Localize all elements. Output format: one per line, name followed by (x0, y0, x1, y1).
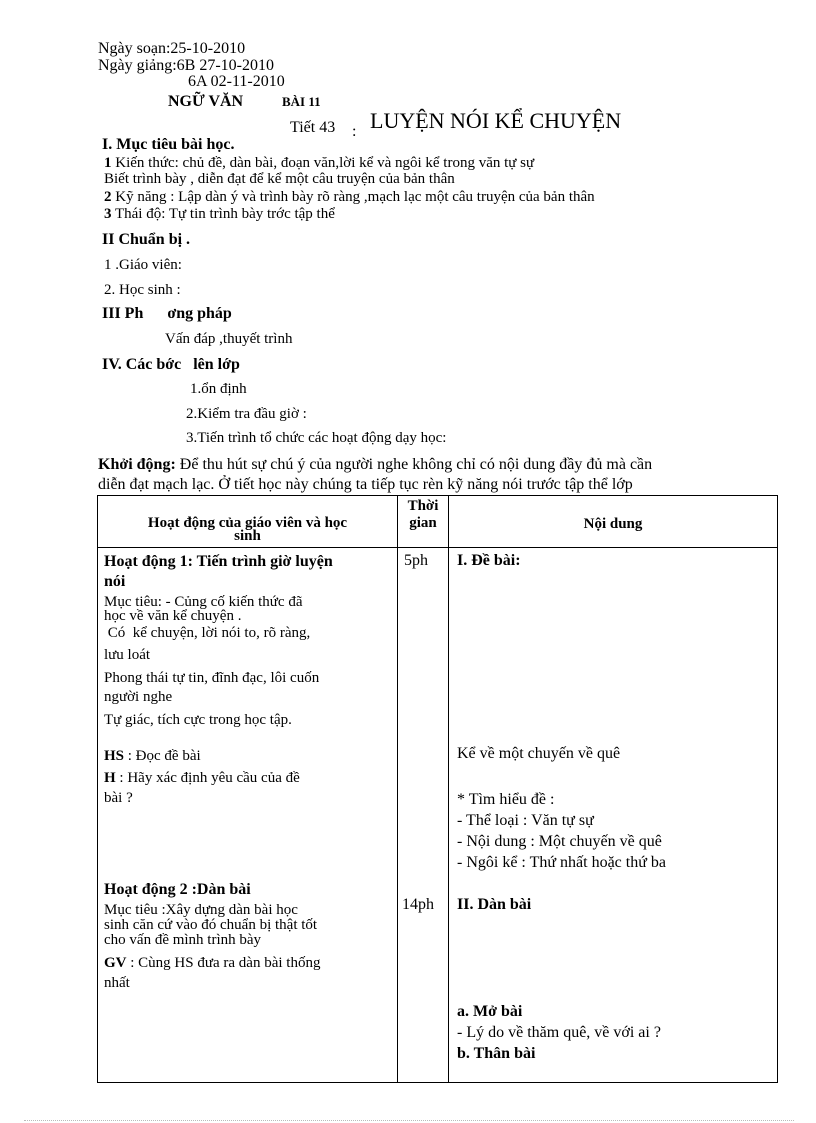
subject-name: NGỮ VĂN (168, 93, 244, 110)
activity-2-title: Hoạt động 2 :Dàn bài (104, 881, 251, 898)
preparation-heading: II Chuẩn bị . (102, 231, 191, 248)
activity-1-title: Hoạt động 1: Tiến trình giờ luyện nói (104, 553, 333, 590)
warmup-line-2: diễn đạt mạch lạc. Ở tiết học này chúng ta tiếp tục rèn kỹ năng nói trước tập thể lớp (98, 476, 633, 493)
step-stabilize: 1.ổn định (190, 381, 247, 397)
objective-attitude: 3 Thái độ: Tự tin trình bày trớc tập thể (104, 206, 335, 222)
step-activities: 3.Tiến trình tổ chức các hoạt động dạy học: (186, 430, 447, 446)
date-taught-1: Ngày giảng:6B 27-10-2010 (98, 57, 274, 74)
content-outline: a. Mở bài - Lý do về thăm quê, về với ai ? b. Thân bài (457, 1003, 661, 1062)
time-activity-2: 14ph (402, 896, 434, 913)
method-heading: III Ph ơng pháp (102, 305, 232, 322)
period-number: Tiết 43 (290, 119, 336, 136)
activity-2-goal: Mục tiêu :Xây dựng dàn bài học sinh căn cứ vào đó chuẩn bị thật tốt cho vấn đề mình trình bày (104, 902, 318, 948)
time-activity-1: 5ph (404, 552, 428, 569)
student-reads-topic: HS : Đọc đề bài (104, 748, 201, 764)
preparation-teacher: 1 .Giáo viên: (104, 257, 182, 273)
objective-knowledge-cont: Biết trình bày , diễn đạt để kể một câu truyện của bản thân (104, 171, 455, 187)
step-check: 2.Kiểm tra đầu giờ : (186, 406, 307, 422)
objective-skill: 2 Kỹ năng : Lập dàn ý và trình bày rõ ràng ,mạch lạc một câu truyện của bản thân (104, 189, 595, 205)
lesson-number: BÀI 11 (282, 94, 321, 109)
content-topic-heading: I. Đề bài: (457, 552, 521, 569)
page-title: LUYỆN NÓI KỂ CHUYỆN (370, 108, 622, 133)
method-text: Vấn đáp ,thuyết trình (165, 331, 293, 347)
objectives-heading: I. Mục tiêu bài học. (102, 136, 235, 153)
content-outline-heading: II. Dàn bài (457, 896, 532, 913)
preparation-student: 2. Học sinh : (104, 282, 181, 298)
teacher-outline-note: GV : Cùng HS đưa ra dàn bài thống nhất (104, 955, 321, 991)
date-prepared: Ngày soạn:25-10-2010 (98, 40, 246, 57)
page-bottom-divider (24, 1120, 794, 1121)
content-topic: Kể về một chuyến về quê (457, 745, 621, 762)
content-topic-analysis: * Tìm hiểu đề : - Thể loại : Văn tự sự - Nội dung : Một chuyến về quê - Ngôi kể : Thứ nhất hoặc thứ ba (457, 791, 666, 871)
steps-heading: IV. Các bớc lên lớp (102, 356, 240, 373)
col-activity-header: Hoạt động của giáo viên và học sinh (147, 515, 348, 544)
col-time-header: Thời gian (407, 498, 439, 531)
col-content-header: Nội dung (583, 516, 643, 532)
date-taught-2: 6A 02-11-2010 (188, 73, 285, 90)
warmup-line-1: Khởi động: Để thu hút sự chú ý của người nghe không chỉ có nội dung đầy đủ mà cần (98, 456, 653, 473)
objective-knowledge: 1 Kiến thức: chủ đề, dàn bài, đoạn văn,lời kể và ngôi kể trong văn tự sự (104, 155, 535, 171)
activity-1-goal: Mục tiêu: - Củng cố kiến thức đã học về văn kể chuyện . Có kể chuyện, lời nói to, rõ ràng, lưu loát Phong thái tự tin, đĩnh đạc, lôi cuốn người nghe Tự giác, tích cực trong học tập. (104, 594, 320, 728)
period-colon: : (352, 123, 357, 140)
teacher-question: H : Hãy xác định yêu cầu của đề bài ? (104, 770, 300, 806)
